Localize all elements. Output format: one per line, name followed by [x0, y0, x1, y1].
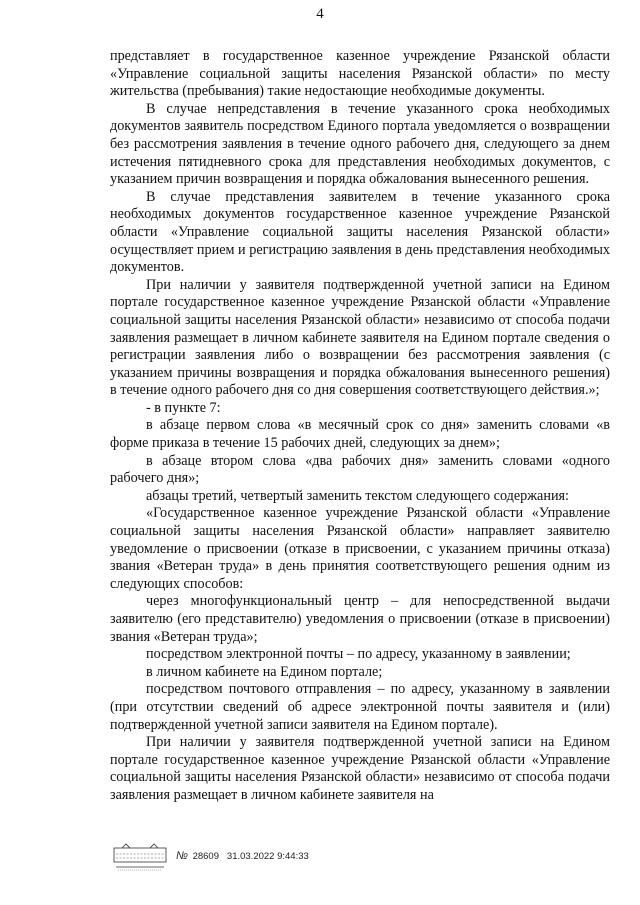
paragraph-12: в личном кабинете на Едином портале; [146, 663, 383, 680]
document-number: 28609 [192, 851, 219, 862]
paragraph-9: «Государственное казенное учреждение Рязанской области «Управление социальной защиты населения Рязанской области» направляет заявителю уведомление о присвоении (отказе в присвоении, с указанием причины отказа) звания «Ветеран труда» в день принятия соответствующего решения одним из следующих способов: [110, 505, 610, 592]
paragraph-14: При наличии у заявителя подтвержденной учетной записи на Едином портале государственное казенное учреждение Рязанской области «Управление социальной защиты населения Рязанской области» независимо от способа подачи заявления размещает в личном кабинете заявителя на [110, 734, 610, 803]
paragraph-5: - в пункте 7: [146, 399, 221, 416]
paragraph-13: посредством почтового отправления – по адресу, указанному в заявлении (при отсутствии сведений об адресе электронной почты заявителя и (или) подтвержденной учетной записи заявителя на Едином портале). [110, 681, 610, 733]
document-footer [112, 842, 309, 872]
paragraph-8: абзацы третий, четвертый заменить текстом следующего содержания: [146, 487, 569, 504]
registry-stamp-icon [112, 842, 168, 872]
paragraph-1: представляет в государственное казенное учреждение Рязанской области «Управление социальной защиты населения Рязанской области» по месту жительства (пребывания) такие недостающие необходимые документы. [110, 48, 610, 100]
paragraph-11: посредством электронной почты – по адресу, указанному в заявлении; [146, 646, 571, 663]
paragraph-7: в абзаце втором слова «два рабочих дня» заменить словами «одного рабочего дня»; [110, 452, 610, 487]
paragraph-2: В случае непредставления в течение указанного срока необходимых документов заявитель посредством Единого портала уведомляется о возвращении без рассмотрения заявления в течение одного рабочего дня, следующего за днем истечения пятидневного срока для представления необходимых документов, с указанием причин возвращения и порядка обжалования вынесенного решения. [110, 100, 610, 188]
registration-info [176, 850, 309, 862]
paragraph-4: При наличии у заявителя подтвержденной учетной записи на Едином портале государственное казенное учреждение Рязанской области «Управление социальной защиты населения Рязанской области» независимо от способа подачи заявления размещает в личном кабинете заявителя на Едином портале сведения о регистрации заявления либо о возвращении без рассмотрения заявления (с указанием причины возвращения и порядка обжалования вынесенного решения) в течение одного рабочего дня со дня совершения соответствующего действия.»; [110, 276, 610, 399]
paragraph-6: в абзаце первом слова «в месячный срок со дня» заменить словами «в форме приказа в течение 15 рабочих дней, следующих за днем»; [110, 417, 610, 452]
paragraph-10: через многофункциональный центр – для непосредственной выдачи заявителю (его представителю) уведомления о присвоении (отказе в присвоении) звания «Ветеран труда»; [110, 593, 610, 645]
page-number: 4 [316, 6, 324, 22]
document-body [110, 48, 610, 805]
registration-timestamp: 31.03.2022 9:44:33 [226, 851, 309, 862]
number-sign: № [176, 850, 188, 862]
paragraph-3: В случае представления заявителем в течение указанного срока необходимых документов государственное казенное учреждение Рязанской области «Управление социальной защиты населения Рязанской области» осуществляет прием и регистрацию заявления в день представления необходимых документов. [110, 188, 610, 276]
